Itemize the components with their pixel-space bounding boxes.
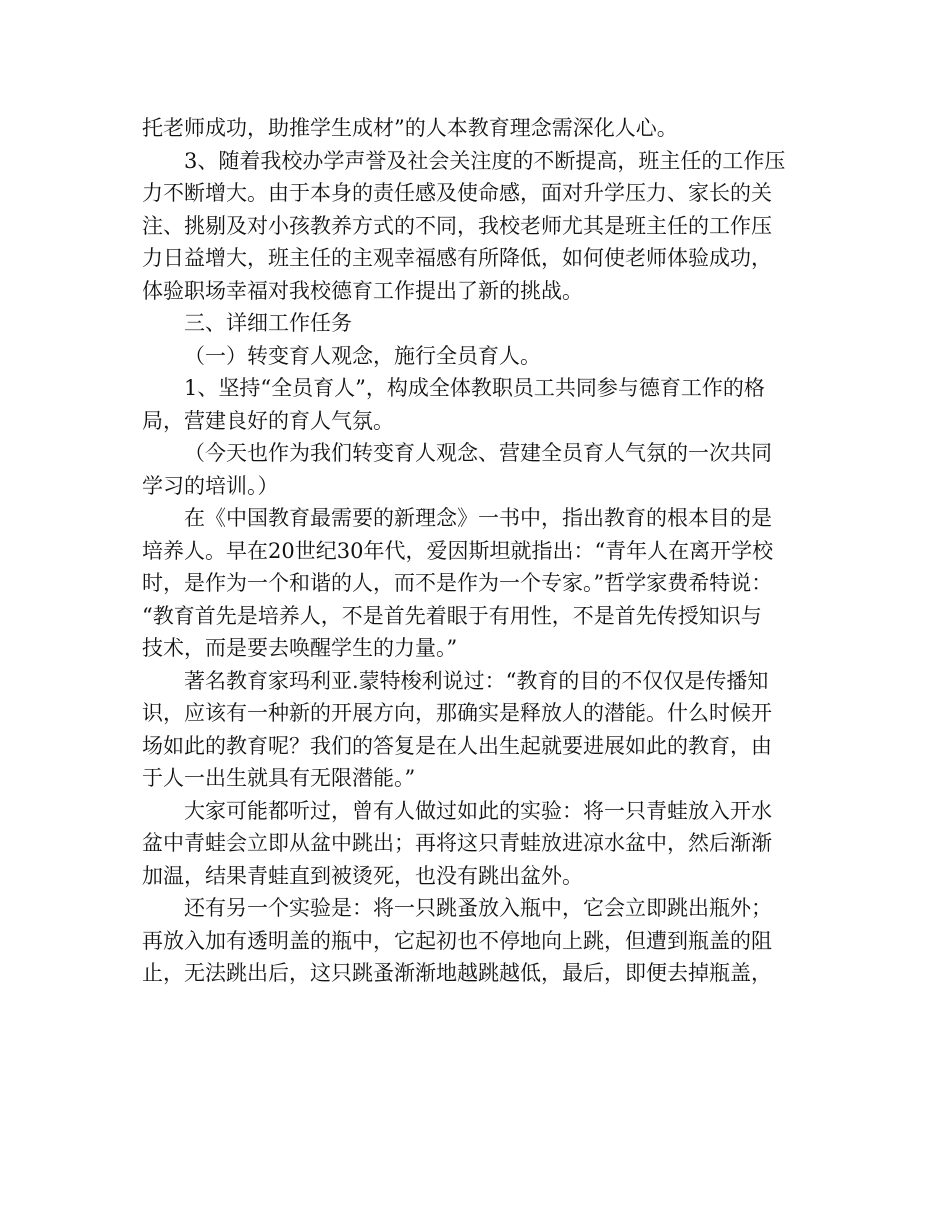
text-line: 时，是作为一个和谐的人，而不是作为一个专家。”哲学家费希特说：: [142, 571, 773, 595]
text-line: 局，营建良好的育人气氛。: [142, 408, 394, 433]
text-line: 技术，而是要去唤醒学生的力量。”: [142, 636, 458, 660]
text-line: 止，无法跳出后，这只跳蚤渐渐地越跳越低，最后，即便去掉瓶盖，: [142, 961, 772, 985]
text-line: 力不断增大。由于本身的责任感及使命感，面对升学压力、家长的关: [142, 181, 772, 205]
text-line: 培养人。早在20世纪30年代，爱因斯坦就指出：“青年人在离开学校: [142, 538, 774, 563]
text-line: 盆中青蛙会立即从盆中跳出；再将这只青蛙放进凉水盆中，然后渐渐: [142, 831, 772, 855]
text-line: 著名教育家玛利亚.蒙特梭利说过：“教育的目的不仅仅是传播知: [184, 668, 769, 693]
text-line: 学习的培训。）: [142, 473, 279, 498]
text-line: 还有另一个实验是：将一只跳蚤放入瓶中，它会立即跳出瓶外；: [184, 896, 772, 920]
text-line: 托老师成功，助推学生成材”的人本教育理念需深化人心。: [142, 116, 678, 140]
text-line: 大家可能都听过，曾有人做过如此的实验：将一只青蛙放入开水: [184, 798, 772, 823]
text-line: （今天也作为我们转变育人观念、营建全员育人气氛的一次共同: [184, 441, 772, 465]
text-line: 加温，结果青蛙直到被烫死，也没有跳出盆外。: [142, 863, 583, 888]
text-line: 在《中国教育最需要的新理念》一书中，指出教育的根本目的是: [184, 506, 772, 530]
text-line: 场如此的教育呢？我们的答复是在人出生起就要进展如此的教育，由: [142, 733, 772, 758]
text-line: 力日益增大，班主任的主观幸福感有所降低，如何使老师体验成功，: [142, 246, 772, 270]
subsection-heading: （一）转变育人观念，施行全员育人。: [184, 343, 541, 368]
text-line: 识，应该有一种新的开展方向，那确实是释放人的潜能。什么时候开: [142, 701, 772, 725]
document-page: [142, 112, 814, 990]
text-line: “教育首先是培养人，不是首先着眼于有用性，不是首先传授知识与: [142, 603, 762, 628]
text-line: 1、坚持“全员育人”，构成全体教职员工共同参与德育工作的格: [184, 376, 765, 400]
section-heading: 三、详细工作任务: [184, 311, 352, 335]
text-line: 3、随着我校办学声誉及社会关注度的不断提高，班主任的工作压: [184, 148, 786, 173]
text-line: 注、挑剔及对小孩教养方式的不同，我校老师尤其是班主任的工作压: [142, 213, 772, 238]
text-line: 于人一出生就具有无限潜能。”: [142, 766, 416, 790]
text-line: 体验职场幸福对我校德育工作提出了新的挑战。: [142, 278, 583, 303]
text-line: 再放入加有透明盖的瓶中，它起初也不停地向上跳，但遭到瓶盖的阻: [142, 928, 772, 953]
